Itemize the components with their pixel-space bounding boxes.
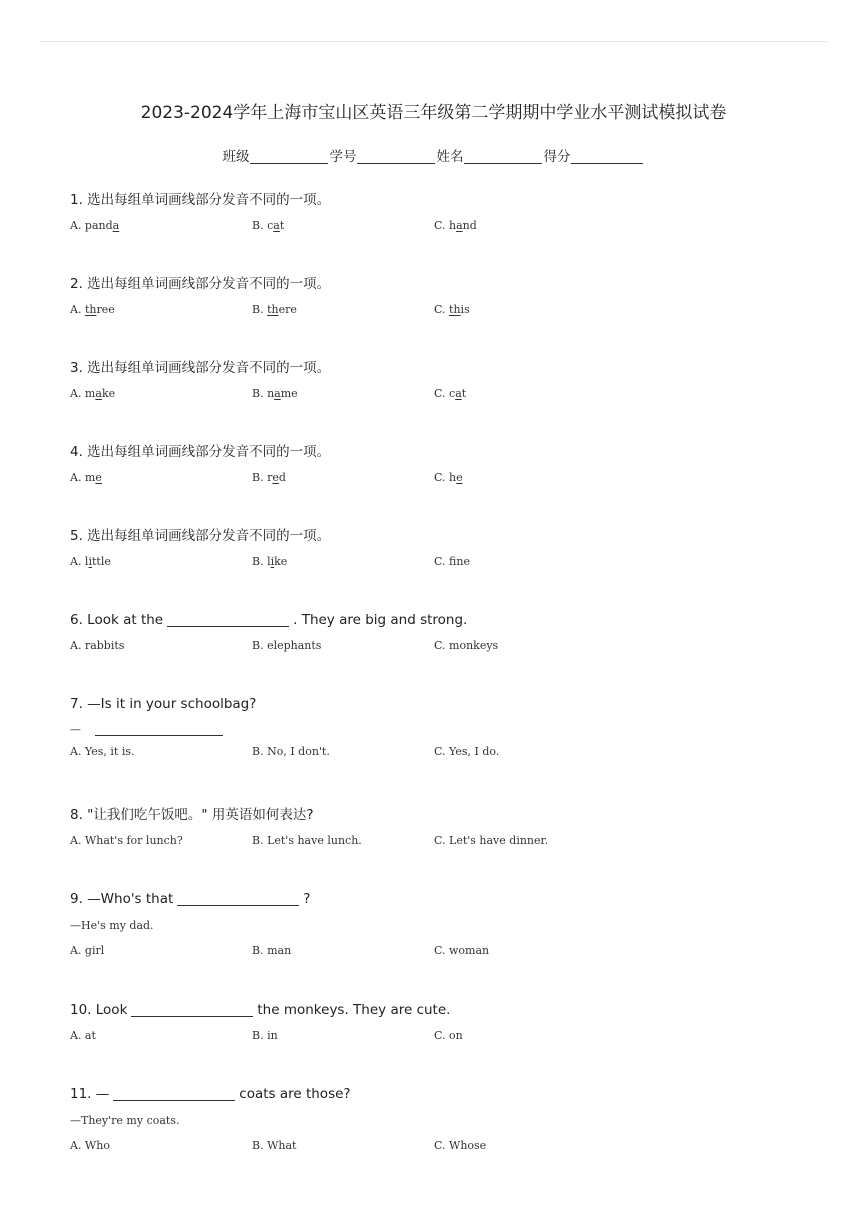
option-a[interactable]: A. panda: [70, 219, 120, 232]
question-8: [70, 806, 830, 850]
question-11: [70, 1085, 830, 1155]
option-a[interactable]: A. rabbits: [70, 639, 125, 652]
question-stem: 5. 选出每组单词画线部分发音不同的一项。: [70, 528, 331, 544]
question-stem: 6. Look at the . They are big and strong.: [70, 612, 468, 628]
option-a[interactable]: A. me: [70, 471, 102, 484]
score-label: 得分: [543, 149, 571, 165]
option-c[interactable]: C. on: [434, 1029, 463, 1042]
name-blank[interactable]: [464, 149, 542, 164]
number-label: 学号: [329, 149, 357, 165]
options-row: [70, 219, 830, 235]
student-info-line: [0, 145, 867, 165]
option-a[interactable]: A. Who: [70, 1139, 110, 1152]
options-row: [70, 745, 830, 761]
question-9: [70, 890, 830, 960]
exam-title: 2023-2024学年上海市宝山区英语三年级第二学期期中学业水平测试模拟试卷: [140, 103, 727, 123]
option-a[interactable]: A. What's for lunch?: [70, 834, 183, 847]
option-b[interactable]: B. No, I don't.: [252, 745, 330, 758]
option-c[interactable]: C. he: [434, 471, 463, 484]
option-b[interactable]: B. elephants: [252, 639, 322, 652]
option-b[interactable]: B. there: [252, 303, 297, 316]
class-blank[interactable]: [250, 149, 328, 164]
answer-blank[interactable]: [113, 1086, 235, 1101]
question-1: [70, 191, 830, 235]
option-b[interactable]: B. Let's have lunch.: [252, 834, 362, 847]
option-c[interactable]: C. hand: [434, 219, 477, 232]
reply-line: —They're my coats.: [70, 1114, 180, 1127]
number-blank[interactable]: [357, 149, 435, 164]
option-c[interactable]: C. monkeys: [434, 639, 499, 652]
reply-line: —: [70, 721, 830, 736]
options-row: [70, 471, 830, 487]
answer-blank[interactable]: [167, 612, 289, 627]
option-b[interactable]: B. like: [252, 555, 288, 568]
options-row: [70, 303, 830, 319]
name-label: 姓名: [436, 149, 464, 165]
question-3: [70, 359, 830, 403]
options-row: [70, 944, 830, 960]
question-stem: 10. Look the monkeys. They are cute.: [70, 1002, 451, 1018]
option-a[interactable]: A. three: [70, 303, 115, 316]
question-stem: 8. "让我们吃午饭吧。" 用英语如何表达?: [70, 807, 314, 823]
answer-blank[interactable]: [177, 891, 299, 906]
options-row: [70, 639, 830, 655]
question-stem: 4. 选出每组单词画线部分发音不同的一项。: [70, 444, 331, 460]
option-c[interactable]: C. Yes, I do.: [434, 745, 500, 758]
option-b[interactable]: B. What: [252, 1139, 297, 1152]
option-c[interactable]: C. Let's have dinner.: [434, 834, 549, 847]
option-a[interactable]: A. make: [70, 387, 116, 400]
question-stem: 1. 选出每组单词画线部分发音不同的一项。: [70, 192, 331, 208]
options-row: [70, 387, 830, 403]
option-b[interactable]: B. red: [252, 471, 286, 484]
question-10: [70, 1001, 830, 1045]
class-label: 班级: [222, 149, 250, 165]
question-4: [70, 443, 830, 487]
score-blank[interactable]: [571, 149, 643, 164]
option-c[interactable]: C. Whose: [434, 1139, 487, 1152]
options-row: [70, 1029, 830, 1045]
top-rule: [40, 41, 827, 42]
options-row: [70, 834, 830, 850]
question-5: [70, 527, 830, 571]
option-c[interactable]: C. this: [434, 303, 470, 316]
options-row: [70, 555, 830, 571]
option-c[interactable]: C. fne: [434, 555, 470, 568]
question-stem: 11. — coats are those?: [70, 1086, 351, 1102]
option-b[interactable]: B. in: [252, 1029, 278, 1042]
question-7: [70, 695, 830, 761]
question-6: [70, 611, 830, 655]
question-stem: 9. —Who's that ?: [70, 891, 311, 907]
answer-blank[interactable]: [95, 721, 223, 736]
question-stem: 2. 选出每组单词画线部分发音不同的一项。: [70, 276, 331, 292]
question-stem: 7. —Is it in your schoolbag?: [70, 696, 257, 712]
option-c[interactable]: C. woman: [434, 944, 490, 957]
option-c[interactable]: C. cat: [434, 387, 467, 400]
option-a[interactable]: A. little: [70, 555, 111, 568]
question-stem: 3. 选出每组单词画线部分发音不同的一项。: [70, 360, 331, 376]
option-a[interactable]: A. Yes, it is.: [70, 745, 135, 758]
options-row: [70, 1139, 830, 1155]
option-a[interactable]: A. at: [70, 1029, 96, 1042]
reply-line: —He's my dad.: [70, 919, 154, 932]
option-b[interactable]: B. man: [252, 944, 292, 957]
question-2: [70, 275, 830, 319]
option-b[interactable]: B. name: [252, 387, 298, 400]
option-a[interactable]: A. girl: [70, 944, 105, 957]
option-b[interactable]: B. cat: [252, 219, 285, 232]
answer-blank[interactable]: [131, 1002, 253, 1017]
